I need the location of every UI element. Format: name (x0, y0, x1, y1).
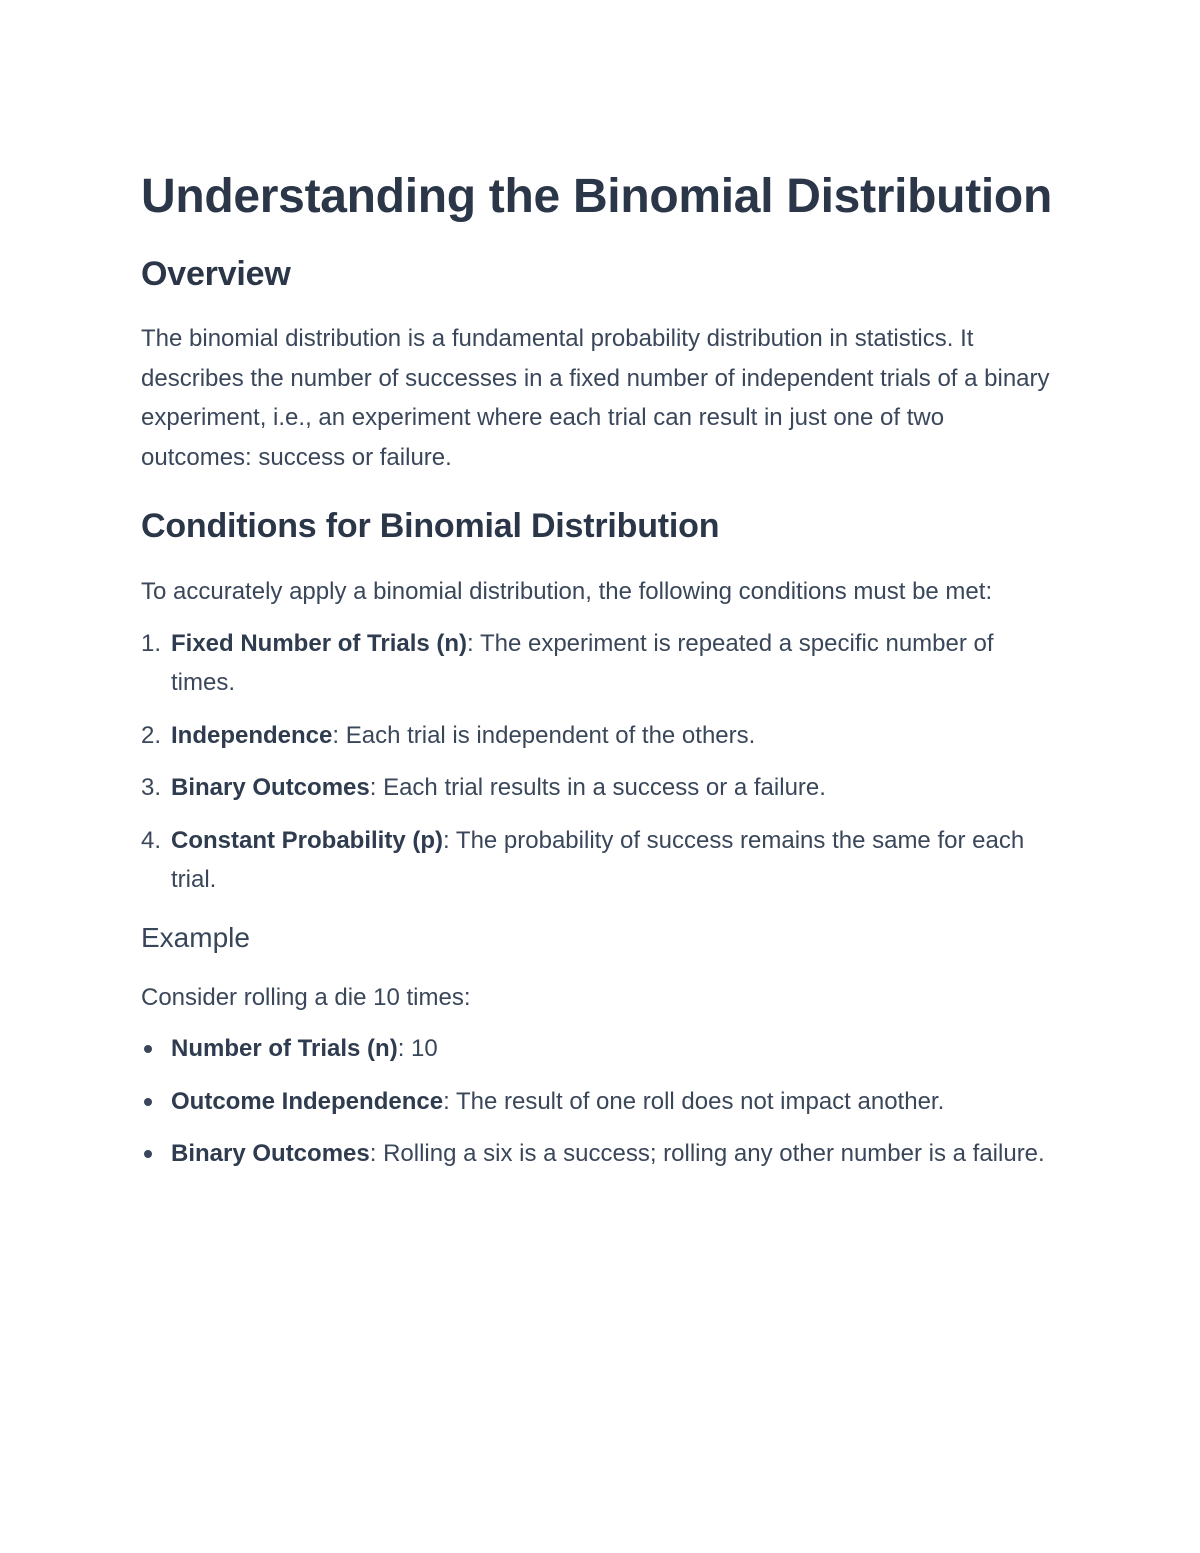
overview-paragraph: The binomial distribution is a fundamental probability distribution in statistics. It describes the number of successes in a fixed number of independent trials of a binary experiment, i.e., an experiment where each trial can result in just one of two outcomes: success or failure. (141, 325, 1050, 471)
example-intro-paragraph: Consider rolling a die 10 times: (141, 983, 471, 1011)
list-number: 2. (141, 721, 162, 749)
conditions-heading: Conditions for Binomial Distribution (141, 507, 720, 545)
conditions-list (141, 624, 1061, 900)
bullet-icon (144, 1045, 152, 1053)
bullet-icon (144, 1150, 152, 1158)
list-item-term: Fixed Number of Trials (n) (171, 629, 468, 657)
list-item (141, 1082, 1061, 1122)
list-item-term: Binary Outcomes (171, 1140, 370, 1167)
list-item-text: : The experiment is repeated a specific number of times. (171, 629, 994, 696)
list-item-term: Constant Probability (p) (171, 826, 443, 854)
list-number: 3. (141, 774, 162, 801)
page-title: Understanding the Binomial Distribution (141, 170, 1052, 223)
conditions-intro-paragraph: To accurately apply a binomial distribution, the following conditions must be met: (141, 578, 993, 605)
list-item-text: : Rolling a six is a success; rolling any other number is a failure. (369, 1140, 1045, 1167)
bullet-icon (144, 1098, 152, 1106)
list-item-term: Outcome Independence (171, 1087, 444, 1115)
list-item-text: : Each trial is independent of the others. (332, 721, 756, 749)
list-item (141, 821, 1061, 900)
document-page (141, 166, 1061, 1174)
example-heading: Example (141, 921, 250, 953)
list-item-text: : The result of one roll does not impact another. (443, 1087, 945, 1115)
overview-heading: Overview (141, 255, 291, 293)
list-number: 1. (141, 629, 162, 657)
list-item-text: : The probability of success remains the same for each trial. (171, 826, 1025, 893)
list-item-text: : 10 (397, 1035, 438, 1062)
list-item (141, 768, 1061, 808)
list-item (141, 1029, 1061, 1069)
example-list (141, 1029, 1061, 1174)
list-item-text: : Each trial results in a success or a failure. (369, 774, 826, 801)
list-item-term: Independence (171, 721, 333, 749)
list-item (141, 716, 1061, 756)
list-item-term: Number of Trials (n) (171, 1035, 398, 1062)
list-item (141, 1134, 1061, 1174)
list-number: 4. (141, 826, 162, 854)
list-item-term: Binary Outcomes (171, 774, 370, 801)
list-item (141, 624, 1061, 703)
